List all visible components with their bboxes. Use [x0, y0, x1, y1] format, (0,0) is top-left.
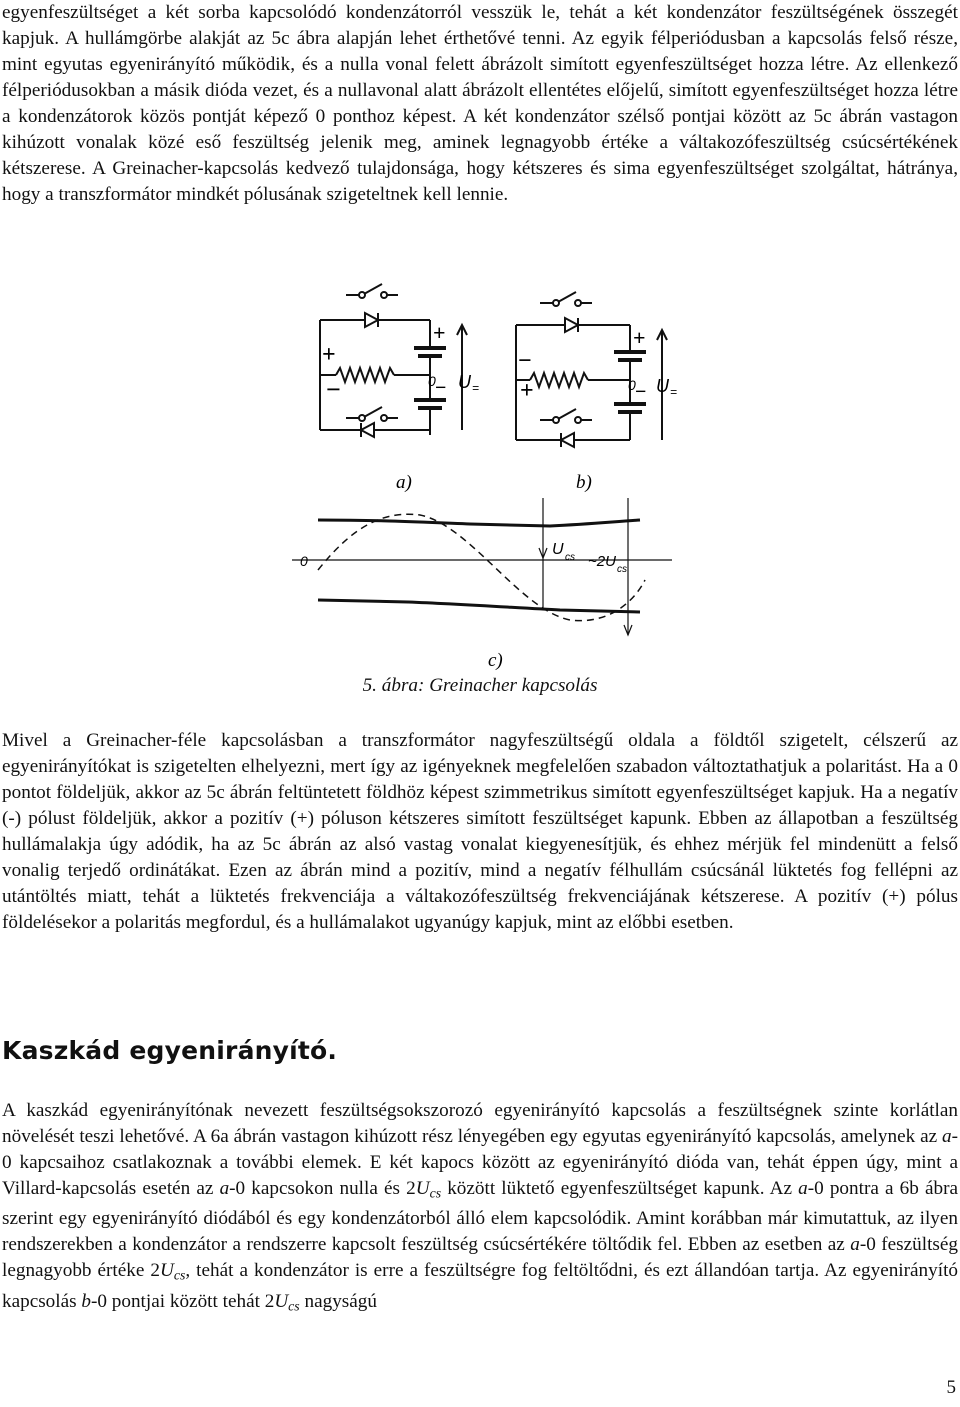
diode-a-bottom-icon — [361, 423, 374, 437]
label-c: c) — [488, 650, 503, 671]
plus-sign-b: + — [520, 378, 534, 404]
page-number: 5 — [946, 1377, 956, 1398]
figure-5 — [0, 270, 960, 710]
diode-b-top-icon — [565, 318, 578, 332]
figure-caption: 5. ábra: Greinacher kapcsolás — [362, 675, 598, 696]
diode-a-top-icon — [365, 313, 378, 327]
minus-sign-b: − — [518, 348, 532, 374]
label-a: a) — [396, 472, 412, 493]
diode-b-bottom-icon — [561, 433, 574, 447]
minus-sign-b-cap: − — [635, 381, 647, 403]
u-sub-a: = — [472, 381, 480, 395]
ucs-label: U — [552, 541, 564, 558]
plus-sign-b-cap: + — [633, 325, 646, 350]
greinacher-figure-svg — [0, 270, 960, 710]
minus-sign-a-cap: − — [435, 377, 447, 399]
zero-label-c: 0 — [300, 553, 308, 569]
plus-sign-a-cap: + — [433, 320, 446, 345]
ucs-sub: cs — [565, 552, 575, 563]
resistor-b-icon — [530, 373, 588, 387]
zero-label-a: 0 — [428, 373, 436, 389]
minus-sign-a: − — [326, 375, 341, 404]
paragraph-grounding: Mivel a Greinacher-féle kapcsolásban a transzformátor nagyfeszültségű oldala a földtől szigetelt, célszerű az egyenirányítókat is szigetelten elhelyezni, mert így az igényeknek megfelelően szabadon változtathatjuk a polaritást. Ha a 0 pontot földeljük, akkor az 5c ábrán feltüntetett földhöz képest szimmetrikus simított egyenfeszültséget kapjuk. Ha a negatív (-) pólust földeljük, akkor a pozitív (+) póluson kétszeres simított feszültséget kapunk. Ebben az állapotban a feszültség hullámalakja úgy adódik, ha az 5c ábrán az alsó vastag vonalat kiegyenesítjük, és ehhez mérjük fel mindenütt a felső vonalig terjedő ordinátákat. Ezen az ábrán mind a pozitív, mind a negatív félhullám csúcsánál lüktetés fog fellépni az utántöltés miatt, tehát a lüktetés frekvenciája a váltakozófeszültség frekvenciájának kétszerese. A pozitív (+) pólus földelésekor a polaritás megfordul, és a hullámalakot ugyanúgy kapjuk, mint az előbbi esetben. — [2, 730, 958, 933]
lower-envelope — [318, 600, 640, 612]
circuit-a — [320, 284, 467, 437]
u-label-a: U — [458, 372, 471, 392]
zero-label-b: 0 — [628, 377, 636, 393]
u-label-b: U — [656, 376, 669, 396]
paragraph-cascade: A kaszkád egyenirányítónak nevezett feszültségsokszorozó egyenirányító kapcsolás a feszültségnek szinte korlátlan növelését teszi lehetővé. A 6a ábrán vastagon kihúzott rész lényegében egy egyutas egyenirányító kapcsolás, amelynek az a-0 kapcsaihoz csatlakoznak a további elemek. E két kapocs között az egyenirányító dióda van, tehát éppen úgy, mint a Villard-kapcsolás esetén az a-0 kapcsokon nulla és $2U_{cs}$ között lüktető egyenfeszültséget kapunk. Az a-0 pontra a 6b ábra szerint egy egyenirányító diódából és egy kondenzátorból álló elem kapcsolódik. Amint korábban már kimutattuk, az ilyen rendszerekben a kondenzátor a rendszerre kapcsolt feszültség csúcsértékére töltődik fel. Ebben az esetben az a-0 feszültség legnagyobb értéke $2U_{cs}$, tehát a kondenzátor is erre a feszültségre fog feltöltődni, és ezt állandóan tartja. Az egyenirányító kapcsolás b-0 pontjai között tehát $2U_{cs}$ nagyságú — [2, 1100, 958, 1314]
resistor-a-icon — [336, 368, 394, 382]
twice-ucs-sub: cs — [617, 564, 627, 575]
label-b: b) — [576, 472, 592, 493]
u-sub-b: = — [670, 385, 678, 399]
circuit-b — [516, 292, 667, 447]
section-heading: Kaszkád egyenirányító. — [2, 1036, 338, 1065]
paragraph-greinacher-intro: egyenfeszültséget a két sorba kapcsolódó kondenzátorról vesszük le, tehát a két kondenzátor feszültségének összegét kapjuk. A hullámgörbe alakját az 5c ábra alapján lehet érthetővé tenni. Az egyik félperiódusban a kapcsolás felső része, mint egyutas egyenirányító működik, és a nulla vonal felett ábrázolt simított egyenfeszültséget hozza létre. Az ellenkező félperiódusokban a másik dióda vezet, és a nullavonal alatt ábrázolt ellentétes előjelű, simított egyenfeszültséget hozza létre a kondenzátorok közös pontját képező 0 ponthoz képest. A két kondenzátor szélső pontjai között az 5c ábrán vastagon kihúzott vonalak közé eső feszültség jelenik meg, aminek legnagyobb értéke a váltakozófeszültség csúcsértékének kétszerese. A Greinacher-kapcsolás kedvező tulajdonsága, hogy kétszeres és sima egyenfeszültséget szolgáltat, hátránya, hogy a transzformátor mindkét pólusának szigeteltnek kell lennie. — [2, 2, 958, 205]
twice-ucs-label: ~2U — [588, 553, 616, 570]
plus-sign-a: + — [322, 342, 336, 368]
